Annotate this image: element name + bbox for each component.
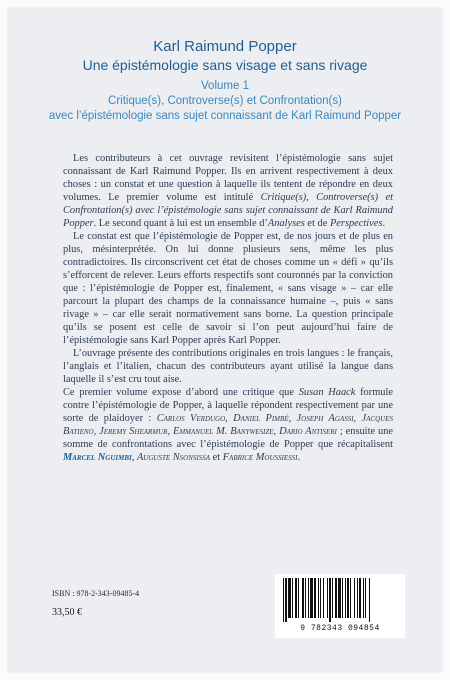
blurb-text: . [382, 218, 386, 229]
barcode-bar [295, 578, 297, 618]
barcode-bar [329, 578, 331, 622]
barcode-bar [365, 578, 366, 618]
barcode-bar [292, 578, 293, 618]
blurb-text: . [297, 452, 301, 463]
editor-name: Marcel Nguimbi [63, 452, 132, 463]
barcode-bar [320, 578, 321, 618]
volume-title-italic: Critique(s), Controverse(s) et Confrontation(s) avec l’épistémologie sans sujet connaissant de Karl Raimund Popper [63, 192, 394, 229]
barcode-bar [302, 578, 304, 618]
blurb-paragraph-2: Le constat est que l’épistémologie de Popper est, de nos jours et de plus en plus, mésinterprétée. On lui donne plusieurs sens, même les plus contradictoires. Ils circonscrivent cet état de choses comme un « défi » qu’ils s’efforcent de relever. Leurs efforts respectifs sont couronnés par la conviction que : l’épistémologie de Popper est, finalement, « sans visage » – car elle parcourt la plupart des champs de la connaissance humaine –, puis « sans rivage » – car elle serait normativement sans borne. La question principale qu’ils se posent est celle de savoir si l’on peut aujourd’hui faire de l’épistémologie sans Karl Popper après Karl Popper. [63, 231, 393, 346]
volume-title-line-2: avec l’épistémologie sans sujet connaissant de Karl Raimund Popper [48, 110, 402, 122]
contributor-names: Carlos Verdugo, Daniel Pimbé, Joseph Agassi, Jacques Batieno, Jeremy Shearmur, Emmanuel M. Banywesize, Dario Antiseri [63, 413, 393, 437]
barcode-bar [354, 578, 355, 618]
barcode-bar [335, 578, 337, 618]
volume-label: Volume 1 [201, 80, 249, 92]
blurb-paragraph-3: L’ouvrage présente des contributions originales en trois langues : le français, l’anglais et l’italien, chacun des contributeurs ayant utilisé la langue dans laquelle il s’est cru tout aise. [63, 348, 393, 385]
barcode-bar [369, 578, 370, 622]
barcode-bar [350, 578, 351, 618]
barcode-bar [357, 578, 358, 618]
barcode-bar [332, 578, 333, 618]
barcode-bar [288, 578, 291, 618]
barcode-bar [318, 578, 319, 618]
price: 33,50 € [52, 607, 82, 618]
blurb-paragraph-4 [63, 386, 393, 464]
volume-title-line-1: Critique(s), Controverse(s) et Confrontation(s) [108, 95, 342, 107]
barcode-bar [327, 578, 328, 618]
barcode-bar [283, 578, 284, 622]
barcode-bar [308, 578, 309, 618]
barcode-bar [323, 578, 324, 618]
blurb-text: ; ensuite une somme de confrontations avec l’épistémologie de Popper que récapitalisent [63, 426, 393, 450]
blurb-text: Ce premier volume expose d’abord une critique que [63, 387, 299, 398]
author-name: Karl Raimund Popper [153, 38, 297, 55]
barcode-number: 9 782343 094854 [300, 624, 380, 633]
analyses-italic: Analyses [267, 218, 305, 229]
barcode-bar [345, 578, 346, 618]
barcode-bar [342, 578, 343, 618]
blurb-text: . Le second quant à lui est un ensemble d’ [93, 218, 268, 229]
author-italic: Susan Haack [298, 387, 356, 398]
book-subtitle: Une épistémologie sans visage et sans rivage [82, 57, 368, 73]
blurb-text: et [210, 452, 223, 463]
blurb-text: et de [304, 218, 330, 229]
barcode-bar [310, 578, 313, 618]
blurb [63, 152, 393, 464]
barcode-bar [285, 578, 287, 622]
barcode-bar [314, 578, 316, 618]
blurb-text: formule contre l’épistémologie de Popper, à laquelle répondent respectivement par une sorte de plaidoyer : [63, 387, 393, 424]
barcode-bar [359, 578, 361, 618]
barcode-bar [363, 578, 364, 618]
barcode-bar [338, 578, 341, 618]
blurb-text: , [131, 452, 137, 463]
barcode-bar [305, 578, 306, 618]
perspectives-italic: Perspectives [329, 218, 383, 229]
contributor-name: Auguste Nsonsissa [136, 452, 210, 463]
blurb-text: Les contributeurs à cet ouvrage revisitent l’épistémologie sans sujet connaissant de Karl Raimund Popper. Ils en arrivent respectivement à deux choses : un constat et une question à laquelle ils tentent de répondre en deux volumes. Le premier volume est intitulé [63, 153, 393, 203]
barcode-bars [281, 578, 399, 622]
isbn: ISBN : 978-2-343-09485-4 [52, 589, 140, 598]
contributor-name: Fabrice Moussiessi [222, 452, 298, 463]
barcode-bar [298, 578, 299, 618]
barcode [275, 574, 405, 638]
blurb-paragraph-1 [63, 152, 393, 230]
barcode-bar [347, 578, 349, 618]
